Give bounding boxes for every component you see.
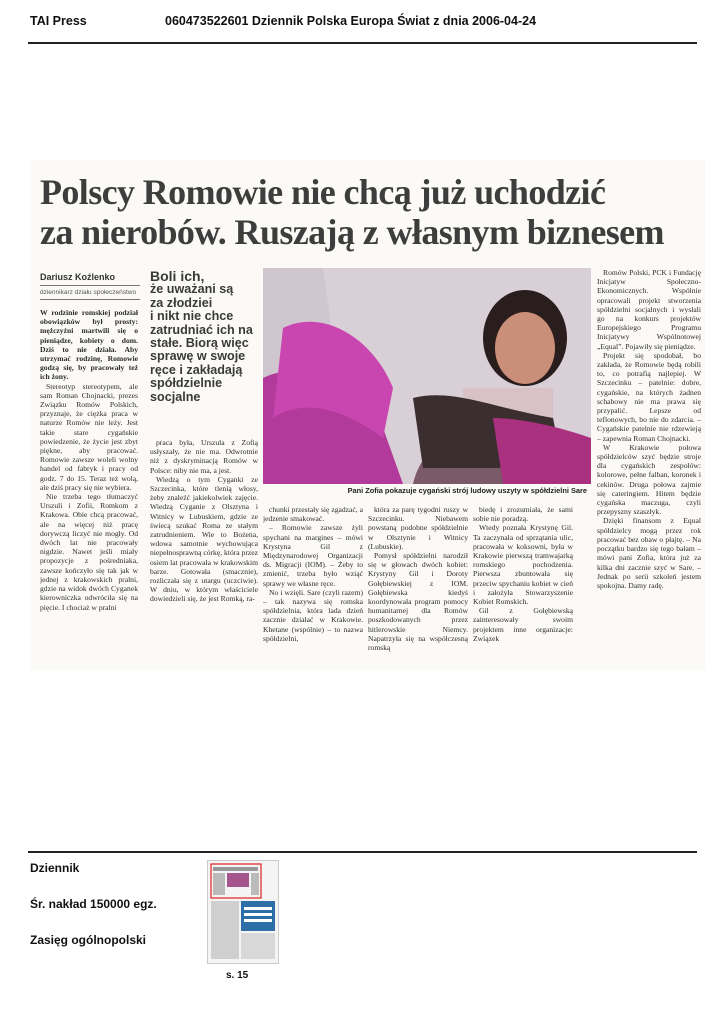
byline-divider [40, 285, 140, 286]
pull-quote-line: stałe. Biorą więc [150, 336, 249, 351]
pull-quote-line: zatrudniać ich na [150, 322, 253, 337]
page-thumbnail [207, 860, 279, 964]
article-column-3 [263, 505, 363, 653]
circulation: Śr. nakład 150000 egz. [30, 897, 157, 911]
article-lead: W rodzinie romskiej podział obowiązków był prosty: mężczyźni martwili się o pieniądze, kobiety o dom. Dziś to nie działa. Aby utrzymać rodzinę, Romowie godzą się, by pracowały też ich żony. [40, 308, 138, 382]
pull-quote [150, 270, 258, 404]
article-headline [40, 172, 700, 252]
article-column-4 [368, 505, 468, 653]
paragraph: chunki przestały się zgadzać, a jedzenie smakować. [263, 505, 363, 524]
press-agency-name: TAI Press [30, 14, 87, 28]
paragraph: biedę i zrozumiała, że sami sobie nie poradzą. [473, 505, 573, 524]
article-column-5 [473, 505, 573, 653]
paragraph: W Krakowie połowa spółdzielców szyć będzie stroje dla cygańskich zespołów: kolorowe, pełne falban, koronek i cekinów. Druga połowa zajmie się cateringiem. Hitem będzie cygańska maczuga, czyli przepyszny szaszłyk. [597, 442, 701, 517]
photo-caption: Pani Zofia pokazuje cygański strój ludowy uszyty w spółdzielni Sare [347, 486, 587, 495]
paragraph: Nie trzeba tego tłumaczyć Urszuli i Zofii, Romkom z Krakowa. Obie chcą pracować, ale na więcej niż pracę dorywczą liczyć nie mogły. Od dwóch lat nie pracowały nigdzie. Nawet jeśli miały propozycje z pośredniaka, zawsze kończyło się tak jak w jednej z krakowskich pralni, gdzie na widok dwóch Cyganek kierowniczka odwróciła się na pięcie. I chociaż w pralni [40, 492, 138, 612]
article-column-1 [40, 308, 138, 653]
clipping-reference: 060473522601 Dziennik Polska Europa Świat z dnia 2006-04-24 [165, 14, 537, 28]
pull-quote-line: że uważani są [150, 282, 234, 297]
pull-quote-line: ręce i zakładają [150, 362, 243, 377]
headline-line-1: Polscy Romowie nie chcą już uchodzić [40, 172, 606, 212]
author-role: dziennikarz działu społeczeństwo [40, 289, 137, 296]
byline [40, 272, 140, 300]
article-column-6 [597, 268, 701, 653]
paragraph: Romów Polski, PCK i Fundację Inicjatyw Społeczno-Ekonomicznych. Wspólnie opracowali projekt stworzenia spółdzielni socjalnych i wysłali go na konkurs projektów Europejskiego Programu Inicjatywy Wspólnotowej „Equal”. Pojawiły się pieniądze. [597, 268, 701, 351]
page-number: s. 15 [226, 970, 249, 981]
author-name: Dariusz Koźlenko [40, 272, 116, 282]
paragraph: Pomysł spółdzielni narodził się w głowach dwóch kobiet: Krystyny Gil i Doroty Gołębiewskiej z IOM. Gołębiewska kiedyś koordynowała program pomocy humanitarnej dla Romów poszkodowanych przez hitlerowskie Niemcy. Napatrzyła się na współczesną romską [368, 551, 468, 653]
pull-quote-line: socjalne [150, 389, 201, 404]
paragraph: No i wzięli. Sare (czyli razem) – tak nazywa się romska spółdzielnia, która lada dzień zacznie działać w Krakowie. Khetane (wspólnie) – to nazwa spółdzielni, [263, 587, 363, 643]
byline-divider [40, 299, 140, 300]
paragraph: praca była, Urszula z Zofią usłyszały, że nie ma. Odwrotnie niż z dyskryminacją Romów w Polsce: niby nie ma, a jest. [150, 438, 258, 475]
pull-quote-line: i nikt nie chce [150, 309, 234, 324]
paragraph: Wtedy poznała Krystynę Gil. Ta zaczynała od sprzątania ulic, pracowała w koksowni, była w Krakowie pierwszą tramwajarką romskiego pochodzenia. Pierwsza zbuntowała się przeciw spychaniu kobiet w cień i założyła Stowarzyszenie Kobiet Romskich. [473, 523, 573, 607]
footer-divider [28, 851, 697, 853]
article-column-2 [150, 438, 258, 653]
pull-quote-line: Boli ich, [150, 268, 205, 284]
header-divider [28, 42, 697, 44]
paragraph: Wiedzą o tym Cyganki ze Szczecinka, które tlenią włosy, żeby znaleźć jakiekolwiek zajęcie. Wiedzą Cyganie z Olsztyna i Witnicy w Lubuskiem, gdzie ze świecą szukać Roma ze stałym zatrudnieniem. Wie to Bożena, wdowa samotnie wychowująca niepełnosprawną córkę, która przez osiem lat pracowała w krakowskim barze. Gotowała (smacznie), rozliczała się z utargu (uczciwie). W dniu, w którym właściciele dowiedzieli się, że jest Romką, ra- [150, 474, 258, 604]
pull-quote-line: sprawę w swoje [150, 349, 246, 364]
headline-line-2: za nierobów. Ruszają z własnym biznesem [40, 212, 664, 252]
article-photo [263, 268, 591, 484]
thumbnail-illustration [208, 861, 278, 963]
paragraph: Projekt się spodobał, bo zakłada, że Romowie będą robili to, co potrafią najlepiej. W Szczecinku – patelnie: dobre, cygańskie, na których żadnen schabowy nie ma prawa się przypalić. Lepsze od teflonowych, bo nie do zdarcia. – Cygańskie patelnie nie rdzewieją – zapewnia Roman Chojnacki. [597, 350, 701, 443]
article-clipping [30, 160, 705, 670]
reach: Zasięg ogólnopolski [30, 933, 147, 947]
photo-illustration [263, 268, 591, 484]
paragraph: Stereotyp stereotypem, ale sam Roman Chojnacki, prezes Związku Romów Polskich, przyznaje, że ciężka praca w naturze Romów nie leży. Jest takie stare cygańskie powiedzenie, że życie jest zbyt piękne, aby pracować. Romowie zawsze woleli wolny handel od fabryk i pracy od godz. 7 do 15. Teraz też wolą, ale dziś pracy się nie wybiera. [40, 381, 138, 492]
paragraph: Dzięki finansom z Equal spółdzielcy mogą przez rok pracować bez obaw o płajtę. – Na początku bardzo się tego bałam – mówi pani Zofia, która już za kilka dni zacznie szyć w Sare. – Jednak po serii szkoleń jestem spokojna. Damy radę. [597, 516, 701, 590]
newspaper-name: Dziennik [30, 861, 80, 875]
paragraph: Gil z Gołębiewską zainteresowały swoim projektem inne organizacje: Związek [473, 606, 573, 643]
paragraph: która za parę tygodni ruszy w Szczecinku. Niebawem powstaną podobne spółdzielnie w Olsztynie i Witnicy (Lubuskie). [368, 505, 468, 551]
paragraph: – Romowie zawsze żyli spychani na margines – mówi Krystyna Gil z Międzynarodowej Organizacji ds. Migracji (IOM). – Żeby to zmienić, trzeba było wziąć sprawy we własne ręce. [263, 523, 363, 588]
press-header [30, 14, 695, 34]
pull-quote-line: spółdzielnie [150, 376, 223, 391]
pull-quote-line: za złodziei [150, 295, 213, 310]
